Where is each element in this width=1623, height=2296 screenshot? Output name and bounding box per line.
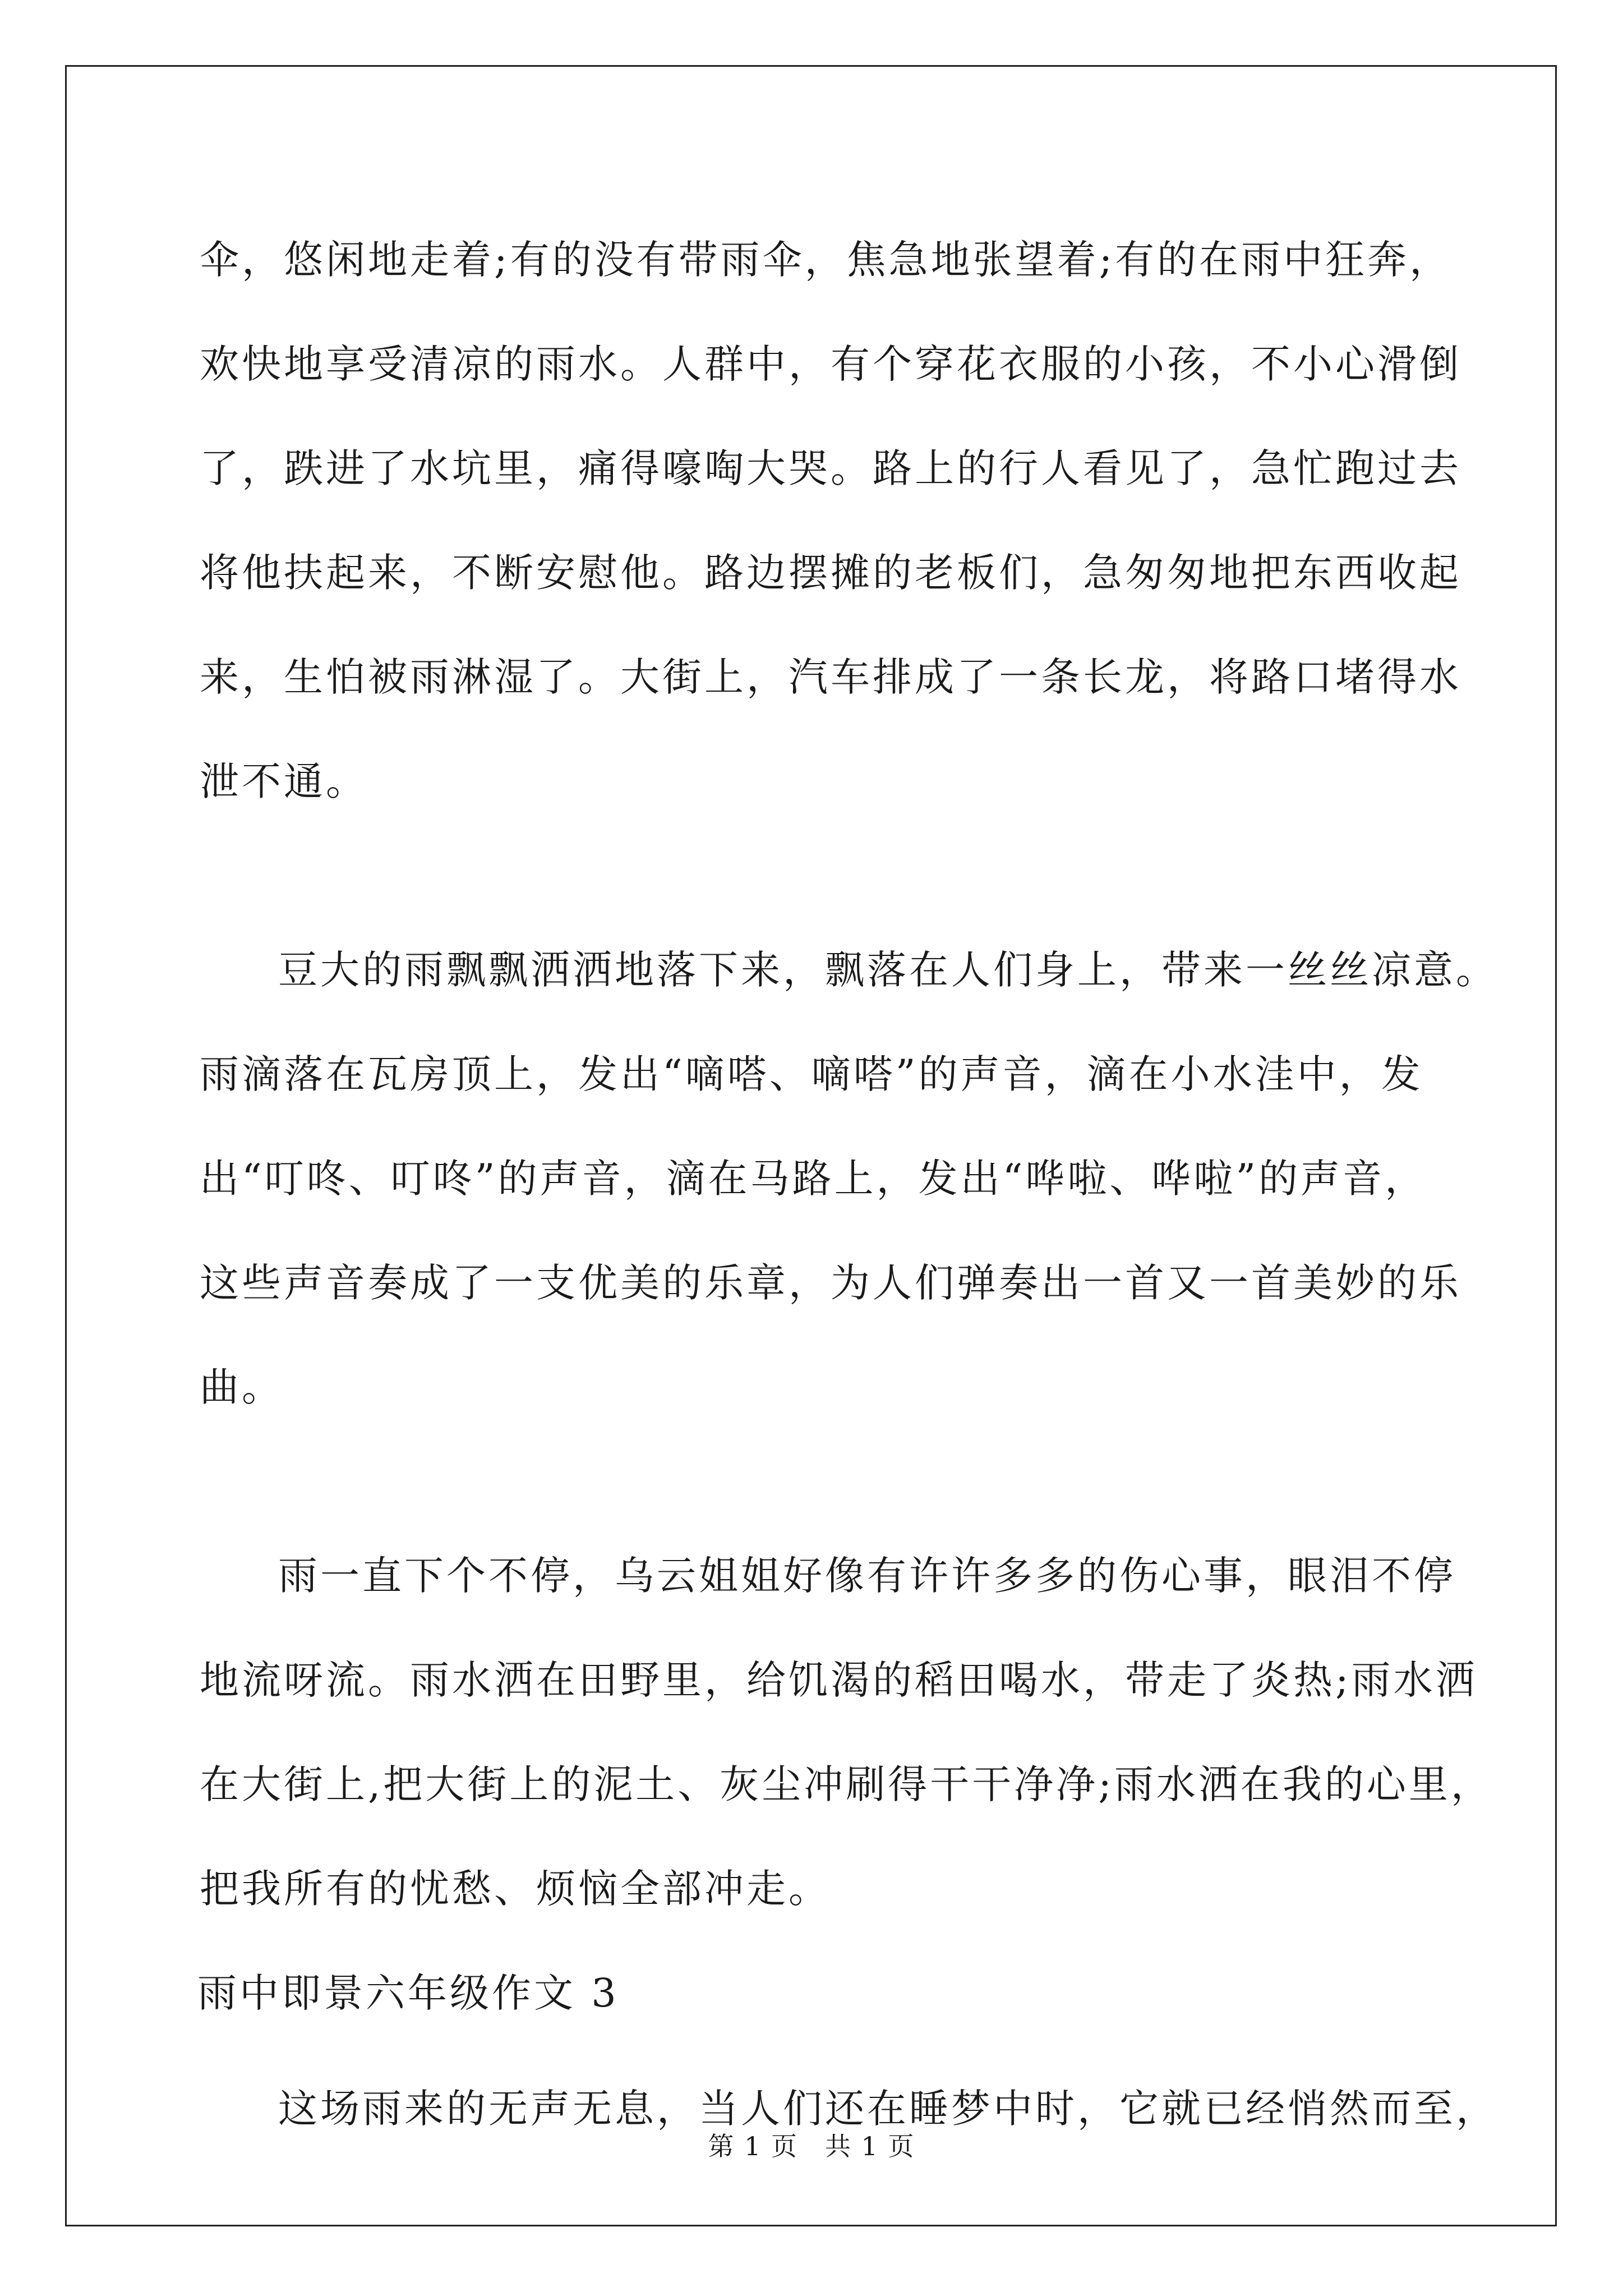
text-line: 豆大的雨飘飘洒洒地落下来，飘落在人们身上，带来一丝丝凉意。 <box>278 947 1498 993</box>
document-body <box>197 208 1498 2161</box>
page-number: 第 1 页 共 1 页 <box>708 2131 915 2161</box>
text-line: 将他扶起来，不断安慰他。路边摆摊的老板们，急匆匆地把东西收起 <box>200 550 1461 596</box>
text-line: 来，生怕被雨淋湿了。大街上，汽车排成了一条长龙，将路口堵得水 <box>200 654 1461 700</box>
paragraph-3 <box>200 1524 1493 1941</box>
paragraph-2 <box>200 918 1498 1439</box>
text-line: 把我所有的忧愁、烦恼全部冲走。 <box>200 1866 831 1912</box>
text-line: 雨一直下个不停，乌云姐姐好像有许许多多的伤心事，眼泪不停 <box>278 1553 1456 1599</box>
text-line: 泄不通。 <box>200 758 368 804</box>
text-line: 在大街上,把大街上的泥土、灰尘冲刷得干干净净;雨水洒在我的心里， <box>200 1761 1493 1807</box>
text-line: 这场雨来的无声无息，当人们还在睡梦中时，它就已经悄然而至， <box>278 2086 1498 2132</box>
section-heading: 雨中即景六年级作文 3 <box>197 1970 619 2016</box>
text-line: 这些声音奏成了一支优美的乐章，为人们弹奏出一首又一首美妙的乐 <box>200 1260 1461 1306</box>
text-line: 欢快地享受清凉的雨水。人群中，有个穿花衣服的小孩，不小心滑倒 <box>200 341 1461 387</box>
text-line: 了，跌进了水坑里，痛得嚎啕大哭。路上的行人看见了，急忙跑过去 <box>200 445 1461 491</box>
text-line: 曲。 <box>200 1364 284 1410</box>
text-line: 地流呀流。雨水洒在田野里，给饥渴的稻田喝水，带走了炎热;雨水洒 <box>200 1657 1478 1703</box>
paragraph-1 <box>200 208 1461 834</box>
text-line: 出“叮咚、叮咚”的声音，滴在马路上，发出“哗啦、哗啦”的声音， <box>200 1156 1427 1202</box>
text-line: 雨滴落在瓦房顶上，发出“嘀嗒、嘀嗒”的声音，滴在小水洼中，发 <box>200 1051 1423 1097</box>
text-line: 伞，悠闲地走着;有的没有带雨伞，焦急地张望着;有的在雨中狂奔， <box>200 237 1452 283</box>
